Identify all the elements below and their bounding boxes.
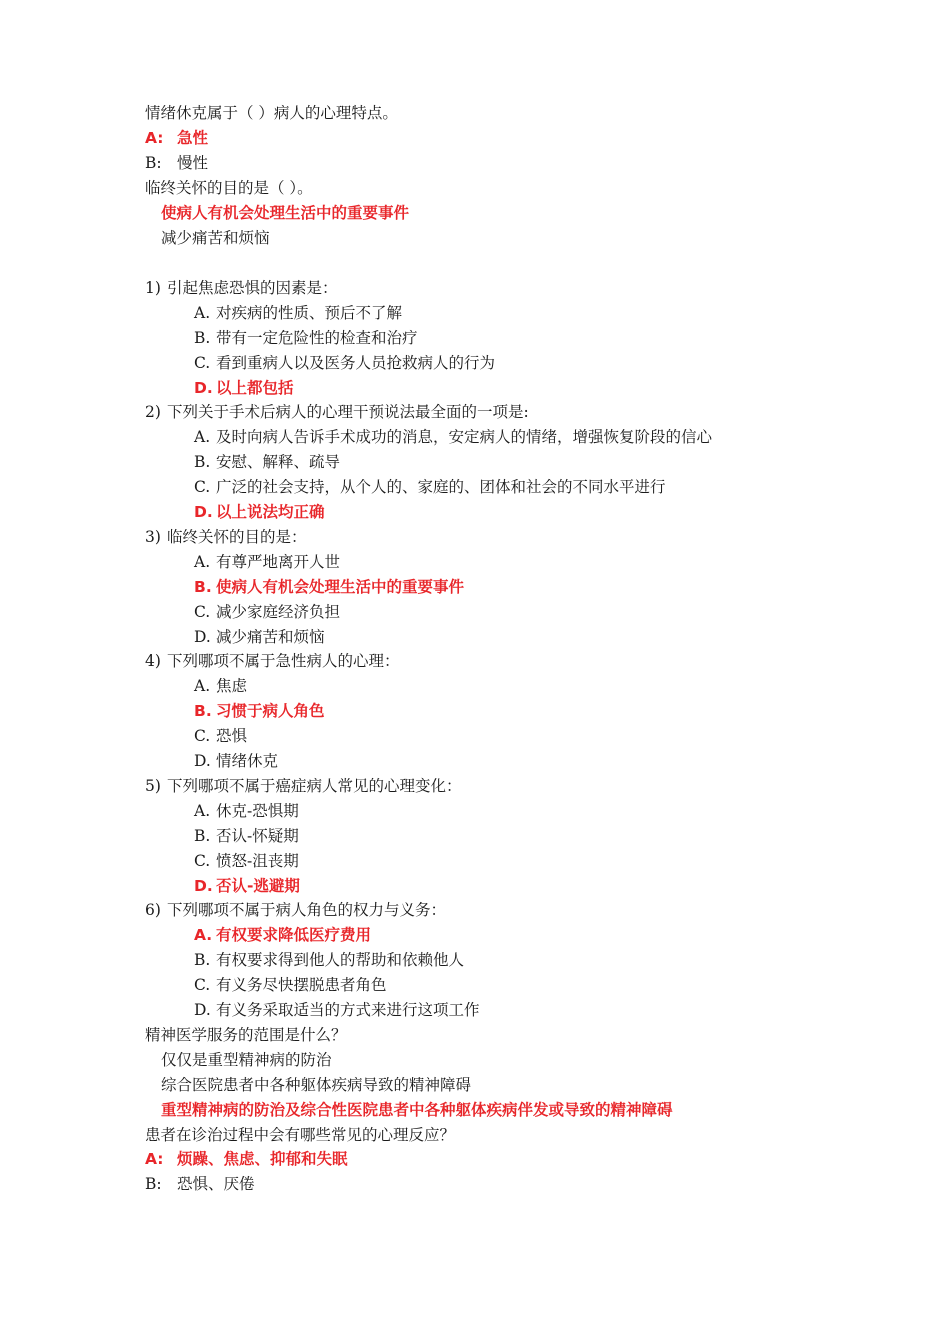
- answer-option: [194, 726, 247, 746]
- numbered-question-label: 3): [145, 528, 161, 546]
- correct-answer: [161, 203, 409, 223]
- answer-option-label: D.: [194, 628, 211, 646]
- correct-answer-text: 使病人有机会处理生活中的重要事件: [161, 204, 410, 222]
- answer-option: [194, 627, 325, 647]
- answer-option-label: A.: [194, 304, 211, 322]
- correct-answer: [145, 128, 208, 148]
- answer-option-text: 有义务尽快摆脱患者角色: [216, 976, 387, 994]
- answer-option: [194, 303, 402, 323]
- correct-answer-text: 烦躁、焦虑、抑郁和失眠: [177, 1150, 348, 1168]
- answer-option-text: 休克-恐惧期: [216, 802, 299, 820]
- correct-answer-text: 以上都包括: [216, 379, 294, 397]
- answer-option-label: C.: [194, 852, 211, 870]
- numbered-question-text: 下列关于手术后病人的心理干预说法最全面的一项是:: [167, 403, 529, 421]
- answer-option: [194, 477, 666, 497]
- correct-answer-text: 以上说法均正确: [216, 503, 325, 521]
- answer-option-text: 否认-怀疑期: [216, 827, 299, 845]
- answer-option-label: A.: [194, 802, 211, 820]
- answer-option-text: 安慰、解释、疏导: [216, 453, 341, 471]
- answer-option-text: 看到重病人以及医务人员抢救病人的行为: [216, 354, 496, 372]
- numbered-question-text: 引起焦虑恐惧的因素是：: [167, 279, 338, 297]
- correct-answer-text: 习惯于病人角色: [216, 702, 325, 720]
- numbered-question: [145, 776, 462, 796]
- answer-option: [161, 1050, 332, 1070]
- answer-option-label: B.: [194, 951, 211, 969]
- correct-answer-text: 重型精神病的防治及综合性医院患者中各种躯体疾病伴发或导致的精神障碍: [161, 1101, 673, 1119]
- answer-option-label: B:: [145, 1175, 162, 1193]
- answer-option-text: 情绪休克: [216, 752, 279, 770]
- answer-option-label: A.: [194, 677, 211, 695]
- answer-option: [145, 153, 208, 173]
- correct-answer: [194, 701, 325, 721]
- correct-answer: [145, 1149, 348, 1169]
- answer-option: [194, 801, 299, 821]
- answer-option-text: 及时向病人告诉手术成功的消息，安定病人的情绪，增强恢复阶段的信心: [216, 428, 713, 446]
- correct-answer: [161, 1100, 673, 1120]
- correct-answer: [194, 876, 300, 896]
- question-title-text: 情绪休克属于（ ）病人的心理特点。: [145, 104, 398, 122]
- answer-option: [145, 1174, 255, 1194]
- answer-option: [194, 975, 387, 995]
- correct-answer-label: D.: [194, 877, 213, 895]
- correct-answer-label: B.: [194, 578, 212, 596]
- answer-option-text: 带有一定危险性的检查和治疗: [216, 329, 418, 347]
- numbered-question: [145, 900, 446, 920]
- answer-option: [161, 1075, 471, 1095]
- correct-answer-text: 有权要求降低医疗费用: [216, 926, 372, 944]
- answer-option: [194, 552, 340, 572]
- correct-answer: [194, 577, 464, 597]
- answer-option: [194, 751, 278, 771]
- numbered-question-text: 临终关怀的目的是：: [167, 528, 307, 546]
- numbered-question-text: 下列哪项不属于癌症病人常见的心理变化：: [167, 777, 462, 795]
- answer-option: [194, 328, 418, 348]
- answer-option-text: 仅仅是重型精神病的防治: [161, 1051, 332, 1069]
- answer-option-label: B.: [194, 827, 211, 845]
- correct-answer: [194, 925, 371, 945]
- answer-option: [194, 602, 340, 622]
- numbered-question-label: 1): [145, 279, 161, 297]
- question-title: [145, 178, 313, 198]
- answer-option-text: 减少痛苦和烦恼: [161, 229, 270, 247]
- answer-option: [194, 851, 299, 871]
- answer-option-label: C.: [194, 478, 211, 496]
- answer-option-text: 愤怒-沮丧期: [216, 852, 299, 870]
- answer-option: [194, 427, 712, 447]
- answer-option-label: D.: [194, 752, 211, 770]
- answer-option-text: 慢性: [177, 154, 209, 172]
- answer-option-text: 焦虑: [216, 677, 248, 695]
- answer-option: [194, 676, 247, 696]
- answer-option-label: C.: [194, 354, 211, 372]
- answer-option-text: 减少家庭经济负担: [216, 603, 341, 621]
- numbered-question-label: 2): [145, 403, 161, 421]
- question-title-text: 患者在诊治过程中会有哪些常见的心理反应？: [145, 1126, 456, 1144]
- answer-option-text: 恐惧、厌倦: [177, 1175, 255, 1193]
- answer-option-text: 有权要求得到他人的帮助和依赖他人: [216, 951, 465, 969]
- answer-option: [194, 826, 299, 846]
- correct-answer-text: 使病人有机会处理生活中的重要事件: [216, 578, 465, 596]
- answer-option: [194, 353, 495, 373]
- correct-answer-label: A:: [145, 1150, 164, 1168]
- numbered-question-label: 4): [145, 652, 161, 670]
- question-title-text: 精神医学服务的范围是什么？: [145, 1026, 347, 1044]
- answer-option-text: 有尊严地离开人世: [216, 553, 341, 571]
- answer-option: [194, 950, 464, 970]
- answer-option-text: 广泛的社会支持，从个人的、家庭的、团体和社会的不同水平进行: [216, 478, 666, 496]
- correct-answer-text: 否认-逃避期: [216, 877, 300, 895]
- correct-answer-label: B.: [194, 702, 212, 720]
- answer-option-label: B.: [194, 329, 211, 347]
- correct-answer: [194, 378, 294, 398]
- numbered-question: [145, 527, 307, 547]
- numbered-question: [145, 402, 529, 422]
- answer-option-text: 有义务采取适当的方式来进行这项工作: [216, 1001, 480, 1019]
- answer-option-label: A.: [194, 428, 211, 446]
- question-title: [145, 1025, 347, 1045]
- answer-option: [194, 452, 340, 472]
- numbered-question-text: 下列哪项不属于病人角色的权力与义务：: [167, 901, 447, 919]
- correct-answer-label: D.: [194, 379, 213, 397]
- question-title-text: 临终关怀的目的是（ ）。: [145, 179, 313, 197]
- answer-option-label: D.: [194, 1001, 211, 1019]
- numbered-question: [145, 651, 400, 671]
- numbered-question-label: 6): [145, 901, 161, 919]
- numbered-question-label: 5): [145, 777, 161, 795]
- correct-answer: [194, 502, 325, 522]
- numbered-question-text: 下列哪项不属于急性病人的心理：: [167, 652, 400, 670]
- answer-option-label: C.: [194, 603, 211, 621]
- answer-option-text: 对疾病的性质、预后不了解: [216, 304, 403, 322]
- question-title: [145, 103, 398, 123]
- answer-option-label: C.: [194, 727, 211, 745]
- answer-option-label: B.: [194, 453, 211, 471]
- correct-answer-label: D.: [194, 503, 213, 521]
- answer-option-text: 恐惧: [216, 727, 248, 745]
- answer-option-text: 综合医院患者中各种躯体疾病导致的精神障碍: [161, 1076, 472, 1094]
- correct-answer-label: A:: [145, 129, 164, 147]
- answer-option-text: 减少痛苦和烦恼: [216, 628, 325, 646]
- answer-option: [194, 1000, 480, 1020]
- answer-option: [161, 228, 270, 248]
- answer-option-label: C.: [194, 976, 211, 994]
- answer-option-label: A.: [194, 553, 211, 571]
- answer-option-label: B:: [145, 154, 162, 172]
- numbered-question: [145, 278, 338, 298]
- correct-answer-label: A.: [194, 926, 213, 944]
- correct-answer-text: 急性: [177, 129, 209, 147]
- question-title: [145, 1125, 455, 1145]
